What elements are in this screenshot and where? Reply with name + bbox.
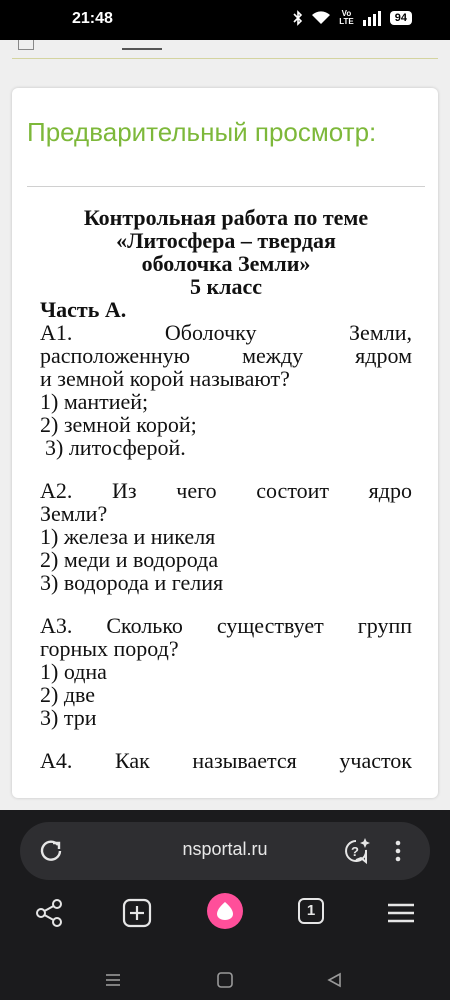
- q1-answer-2: 2) земной корой;: [40, 412, 197, 437]
- q3-line2: горных пород?: [40, 636, 179, 661]
- preview-divider: [27, 186, 425, 187]
- page-top-strip: [12, 40, 438, 59]
- q3-line1: А3. Сколько существует групп: [40, 613, 412, 638]
- new-tab-icon[interactable]: [122, 898, 152, 932]
- hamburger-menu-icon[interactable]: [386, 898, 416, 932]
- q2-line1: А2. Из чего состоит ядро: [40, 478, 412, 503]
- assistant-help-icon[interactable]: [342, 836, 372, 870]
- signal-icon: [362, 10, 382, 26]
- q3-answer-2: 2) две: [40, 682, 96, 707]
- more-menu-icon[interactable]: [392, 836, 404, 870]
- address-bar[interactable]: [20, 822, 430, 880]
- q4-line1: А4. Как называется участок: [40, 748, 412, 773]
- doc-title-line2: «Литосфера – твердая: [116, 228, 336, 253]
- wifi-icon: [311, 10, 331, 26]
- q1-answer-3: 3) литосферой.: [45, 435, 186, 460]
- q1-line1: А1. Оболочку Земли,: [40, 320, 412, 345]
- battery-icon: 94: [390, 11, 412, 25]
- bluetooth-icon: [293, 10, 303, 26]
- tabs-count-text: 1: [298, 898, 324, 924]
- svg-text:?: ?: [351, 844, 359, 859]
- q1-line3: и земной корой называют?: [40, 366, 290, 391]
- doc-title-line1: Контрольная работа по теме: [83, 205, 369, 230]
- document-preview: [40, 206, 412, 772]
- top-strip-text-fragment: [122, 40, 162, 50]
- volte-icon: [339, 10, 354, 26]
- q2-answer-2: 2) меди и водорода: [40, 547, 219, 572]
- status-icons: [293, 10, 412, 26]
- system-navigation-bar: [0, 960, 450, 1000]
- url-text[interactable]: nsportal.ru: [182, 839, 268, 859]
- tabs-count-icon[interactable]: [298, 898, 326, 926]
- recent-apps-icon[interactable]: [104, 972, 122, 992]
- q2-answer-1: 1) железа и никеля: [40, 524, 216, 549]
- alice-assistant-icon[interactable]: [207, 893, 243, 933]
- q2-answer-3: 3) водорода и гелия: [40, 570, 224, 595]
- home-icon[interactable]: [216, 972, 234, 992]
- preview-heading: Предварительный просмотр:: [27, 117, 377, 147]
- volte-top: Vo: [341, 9, 352, 18]
- preview-card: [12, 88, 438, 798]
- q1-answer-1: 1) мантией;: [40, 389, 149, 414]
- doc-title-line4: 5 класс: [189, 274, 263, 299]
- back-icon[interactable]: [326, 972, 344, 992]
- top-strip-icon-fragment: [18, 40, 34, 50]
- q3-answer-3: 3) три: [40, 705, 97, 730]
- doc-part-label: Часть А.: [40, 297, 127, 322]
- q2-line2: Земли?: [40, 501, 108, 526]
- share-icon[interactable]: [34, 898, 64, 932]
- browser-bottom-bar: [0, 810, 450, 960]
- doc-title-line3: оболочка Земли»: [141, 251, 311, 276]
- q1-line2: расположенную между ядром: [40, 343, 412, 368]
- status-time: 21:48: [72, 10, 113, 27]
- volte-bottom: LTE: [339, 17, 354, 26]
- q3-answer-1: 1) одна: [40, 659, 107, 684]
- status-bar: [0, 0, 450, 40]
- web-page[interactable]: [0, 40, 450, 810]
